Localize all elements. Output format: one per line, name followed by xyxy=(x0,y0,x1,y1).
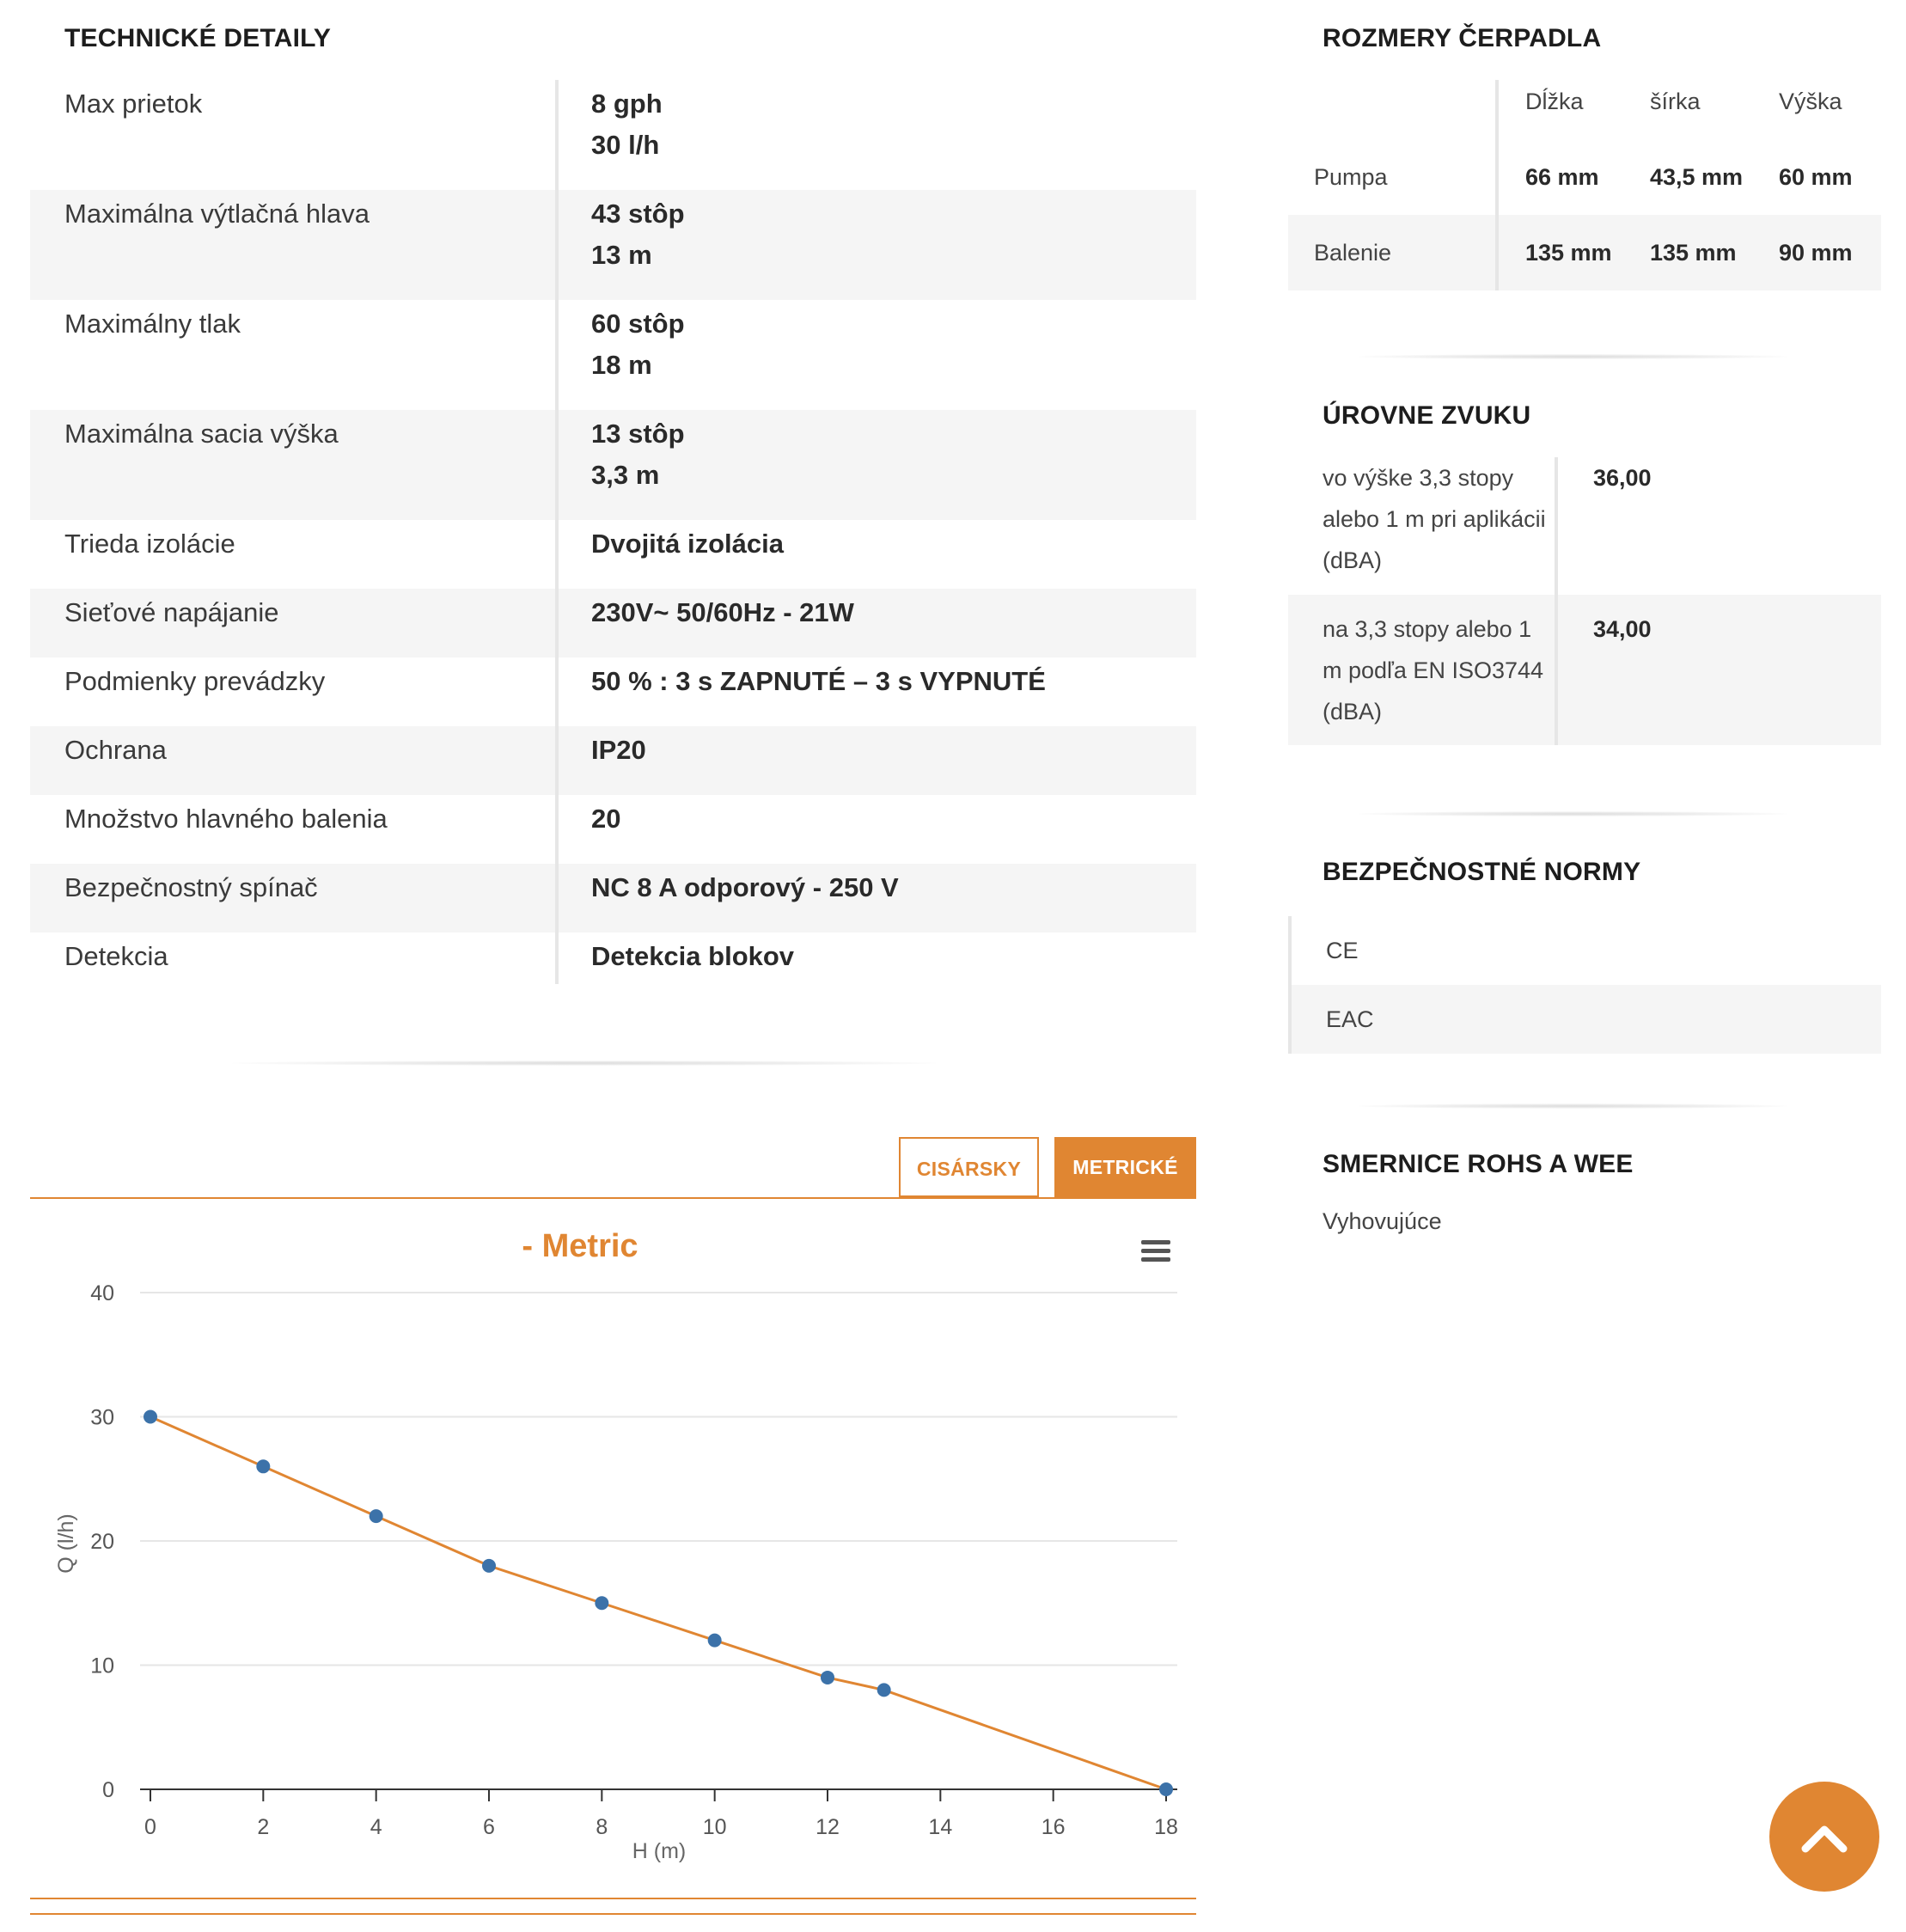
y-tick-label: 40 xyxy=(90,1281,114,1305)
norm-item-label: CE xyxy=(1326,938,1359,963)
y-tick-label: 0 xyxy=(102,1778,114,1802)
spec-label: Maximálna sacia výška xyxy=(64,419,339,449)
pump-dimensions-title: ROZMERY ČERPADLA xyxy=(1323,24,1602,52)
y-tick-label: 20 xyxy=(90,1530,114,1554)
sound-row xyxy=(1288,457,1881,595)
sound-row-value: 34,00 xyxy=(1593,616,1652,642)
dimensions-row-pump xyxy=(1288,139,1881,215)
data-point xyxy=(1159,1782,1173,1796)
spec-value: 43 stôp xyxy=(591,199,685,229)
data-point xyxy=(708,1634,722,1648)
table-row xyxy=(30,657,1196,726)
chevron-up-icon xyxy=(1769,1782,1879,1892)
spec-label: Trieda izolácie xyxy=(64,529,235,559)
dimensions-header-width: šírka xyxy=(1650,89,1701,114)
spec-label: Maximálna výtlačná hlava xyxy=(64,199,370,229)
sound-row xyxy=(1288,595,1881,745)
sound-row-label: na 3,3 stopy alebo 1 m podľa EN ISO3744 (dBA) xyxy=(1323,616,1544,724)
spec-value: 50 % : 3 s ZAPNUTÉ – 3 s VYPNUTÉ xyxy=(591,666,1046,696)
data-point xyxy=(256,1459,270,1473)
rohs-wee-value: Vyhovujúce xyxy=(1323,1208,1442,1234)
y-axis-label: Q (l/h) xyxy=(54,1513,78,1574)
tab-metric[interactable]: METRICKÉ xyxy=(1054,1137,1196,1197)
spec-value-secondary: 13 m xyxy=(591,240,652,270)
dimensions-value: 135 mm xyxy=(1650,240,1737,266)
table-row xyxy=(30,932,1196,1001)
x-tick-label: 10 xyxy=(702,1815,727,1839)
x-tick-label: 14 xyxy=(928,1815,953,1839)
data-point xyxy=(877,1683,891,1697)
x-tick-label: 18 xyxy=(1154,1815,1178,1839)
spec-label: Ochrana xyxy=(64,735,167,765)
chart-bottom-line xyxy=(30,1913,1196,1915)
table-row xyxy=(30,864,1196,932)
table-row xyxy=(30,80,1196,190)
x-axis-label: H (m) xyxy=(632,1839,687,1863)
tabs-underline xyxy=(30,1197,1196,1199)
table-row xyxy=(30,520,1196,589)
tab-imperial[interactable]: CISÁRSKY xyxy=(899,1137,1039,1197)
spec-value: 230V~ 50/60Hz - 21W xyxy=(591,597,854,627)
table-row xyxy=(30,190,1196,300)
dimensions-header-height: Výška xyxy=(1779,89,1842,114)
spec-value: 60 stôp xyxy=(591,309,685,339)
x-tick-label: 0 xyxy=(144,1815,156,1839)
dimensions-value: 90 mm xyxy=(1779,240,1853,266)
table-row xyxy=(30,589,1196,657)
section-separator xyxy=(232,1061,937,1066)
x-tick-label: 6 xyxy=(483,1815,495,1839)
spec-value: Dvojitá izolácia xyxy=(591,529,784,559)
dimensions-value: 135 mm xyxy=(1525,240,1612,266)
spec-value-secondary: 30 l/h xyxy=(591,130,660,160)
dimensions-row-label: Balenie xyxy=(1314,240,1392,266)
spec-value-secondary: 18 m xyxy=(591,350,652,380)
spec-value: Detekcia blokov xyxy=(591,941,795,971)
x-tick-label: 2 xyxy=(257,1815,270,1839)
data-point xyxy=(370,1509,383,1523)
chart-bottom-line xyxy=(30,1898,1196,1899)
dimensions-value: 43,5 mm xyxy=(1650,164,1744,190)
safety-norms-title: BEZPEČNOSTNÉ NORMY xyxy=(1323,858,1641,886)
sound-row-label: vo výške 3,3 stopy alebo 1 m pri aplikácii (dBA) xyxy=(1323,465,1546,573)
spec-value: IP20 xyxy=(591,735,646,765)
dimensions-row-label: Pumpa xyxy=(1314,164,1388,190)
spec-value-secondary: 3,3 m xyxy=(591,460,660,490)
spec-value: NC 8 A odporový - 250 V xyxy=(591,872,899,902)
x-tick-label: 16 xyxy=(1041,1815,1066,1839)
section-separator xyxy=(1358,1104,1787,1109)
scroll-to-top-button[interactable] xyxy=(1769,1782,1879,1892)
norm-item xyxy=(1288,985,1881,1054)
dimensions-value: 66 mm xyxy=(1525,164,1599,190)
x-tick-label: 12 xyxy=(816,1815,840,1839)
chart-menu-icon[interactable] xyxy=(1141,1240,1170,1263)
table-row xyxy=(30,300,1196,410)
spec-label: Bezpečnostný spínač xyxy=(64,872,318,902)
sound-divider xyxy=(1555,457,1558,745)
x-tick-label: 4 xyxy=(370,1815,382,1839)
spec-value: 20 xyxy=(591,804,621,834)
data-point xyxy=(821,1671,834,1684)
performance-chart xyxy=(30,1203,1196,1882)
sound-row-value: 36,00 xyxy=(1593,465,1652,491)
norm-item-label: EAC xyxy=(1326,1006,1374,1032)
data-point xyxy=(595,1596,608,1610)
x-tick-label: 8 xyxy=(596,1815,608,1839)
y-tick-label: 30 xyxy=(90,1405,114,1430)
chart-title: - Metric xyxy=(522,1228,638,1264)
spec-label: Max prietok xyxy=(64,89,203,119)
table-row xyxy=(30,795,1196,864)
section-separator xyxy=(1358,811,1787,816)
rohs-wee-title: SMERNICE ROHS A WEE xyxy=(1323,1150,1634,1178)
spec-label: Sieťové napájanie xyxy=(64,597,279,627)
series-line xyxy=(150,1417,1166,1790)
dimensions-header-length: Dĺžka xyxy=(1525,89,1584,114)
sound-levels-title: ÚROVNE ZVUKU xyxy=(1323,401,1531,430)
table-divider xyxy=(555,80,559,984)
data-point xyxy=(144,1410,157,1424)
spec-value: 13 stôp xyxy=(591,419,685,449)
y-tick-label: 10 xyxy=(90,1654,114,1678)
dimensions-row-package xyxy=(1288,215,1881,290)
table-row xyxy=(30,410,1196,520)
spec-value: 8 gph xyxy=(591,89,663,119)
dimensions-value: 60 mm xyxy=(1779,164,1853,190)
spec-label: Podmienky prevádzky xyxy=(64,666,326,696)
spec-label: Maximálny tlak xyxy=(64,309,241,339)
norms-divider xyxy=(1288,916,1292,1054)
spec-label: Detekcia xyxy=(64,941,168,971)
section-separator xyxy=(1358,354,1787,359)
spec-label: Množstvo hlavného balenia xyxy=(64,804,388,834)
dimensions-divider xyxy=(1495,80,1499,290)
data-point xyxy=(482,1559,496,1573)
norm-item xyxy=(1288,916,1881,985)
table-row xyxy=(30,726,1196,795)
technical-details-title: TECHNICKÉ DETAILY xyxy=(64,24,332,52)
